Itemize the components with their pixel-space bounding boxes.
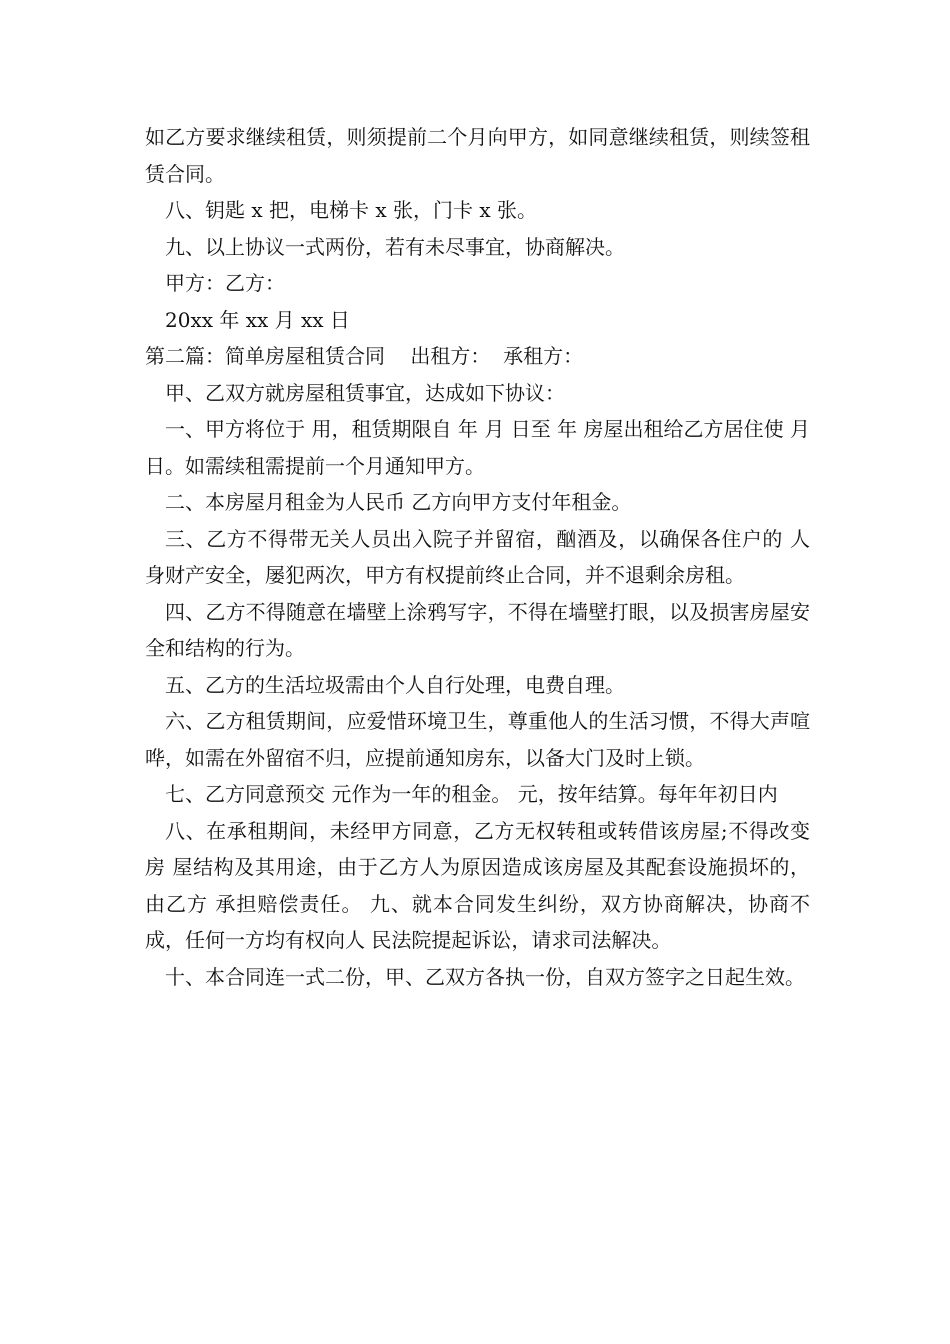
clause-5: 五、乙方的生活垃圾需由个人自行处理，电费自理。 — [165, 672, 625, 697]
clause-7: 七、乙方同意预交 元作为一年的租金。 元，按年结算。每年年初日内 — [165, 782, 778, 806]
clause-1: 一、甲方将位于 用，租赁期限自 年 月 日至 年 房屋出租给乙方居住使 月 日。如需续租需提前一个月通知甲方。 — [145, 417, 817, 478]
document-page — [145, 119, 817, 995]
paragraph-intro: 甲、乙双方就房屋租赁事宜，达成如下协议： — [165, 380, 565, 405]
paragraph-renewal: 如乙方要求继续租赁，则须提前二个月向甲方，如同意继续租赁，则续签租赁合同。 — [145, 125, 810, 186]
clause-8: 八、在承租期间，未经甲方同意，乙方无权转租或转借该房屋;不得改变房 屋结构及其用途，由于乙方人为原因造成该房屋及其配套设施损坏的，由乙方 承担赔偿责任。 九、就本合同发生纠纷，双方协商解决，协商不成，任何一方均有权向人 民法院提起诉讼，请求司法解决。 — [145, 818, 810, 952]
section-heading: 第二篇：简单房屋租赁合同 出租方： 承租方： — [145, 344, 584, 368]
paragraph-parties: 甲方：乙方： — [165, 271, 285, 295]
paragraph-keys: 八、钥匙 x 把，电梯卡 x 张，门卡 x 张。 — [165, 198, 537, 222]
clause-2: 二、本房屋月租金为人民币 乙方向甲方支付年租金。 — [165, 490, 632, 514]
paragraph-copies: 九、以上协议一式两份，若有未尽事宜，协商解决。 — [165, 234, 625, 259]
clause-6: 六、乙方租赁期间，应爱惜环境卫生，尊重他人的生活习惯，不得大声喧 哗，如需在外留宿不归，应提前通知房东，以备大门及时上锁。 — [145, 709, 817, 770]
clause-4: 四、乙方不得随意在墙壁上涂鸦写字，不得在墙壁打眼，以及损害房屋安 全和结构的行为。 — [145, 599, 817, 660]
clause-3: 三、乙方不得带无关人员出入院子并留宿，酗酒及，以确保各住户的 人身财产安全，屡犯两次，甲方有权提前终止合同，并不退剩余房租。 — [145, 526, 810, 587]
paragraph-date: 20xx 年 xx 月 xx 日 — [165, 307, 350, 332]
clause-10: 十、本合同连一式二份，甲、乙双方各执一份，自双方签字之日起生效。 — [165, 964, 805, 989]
